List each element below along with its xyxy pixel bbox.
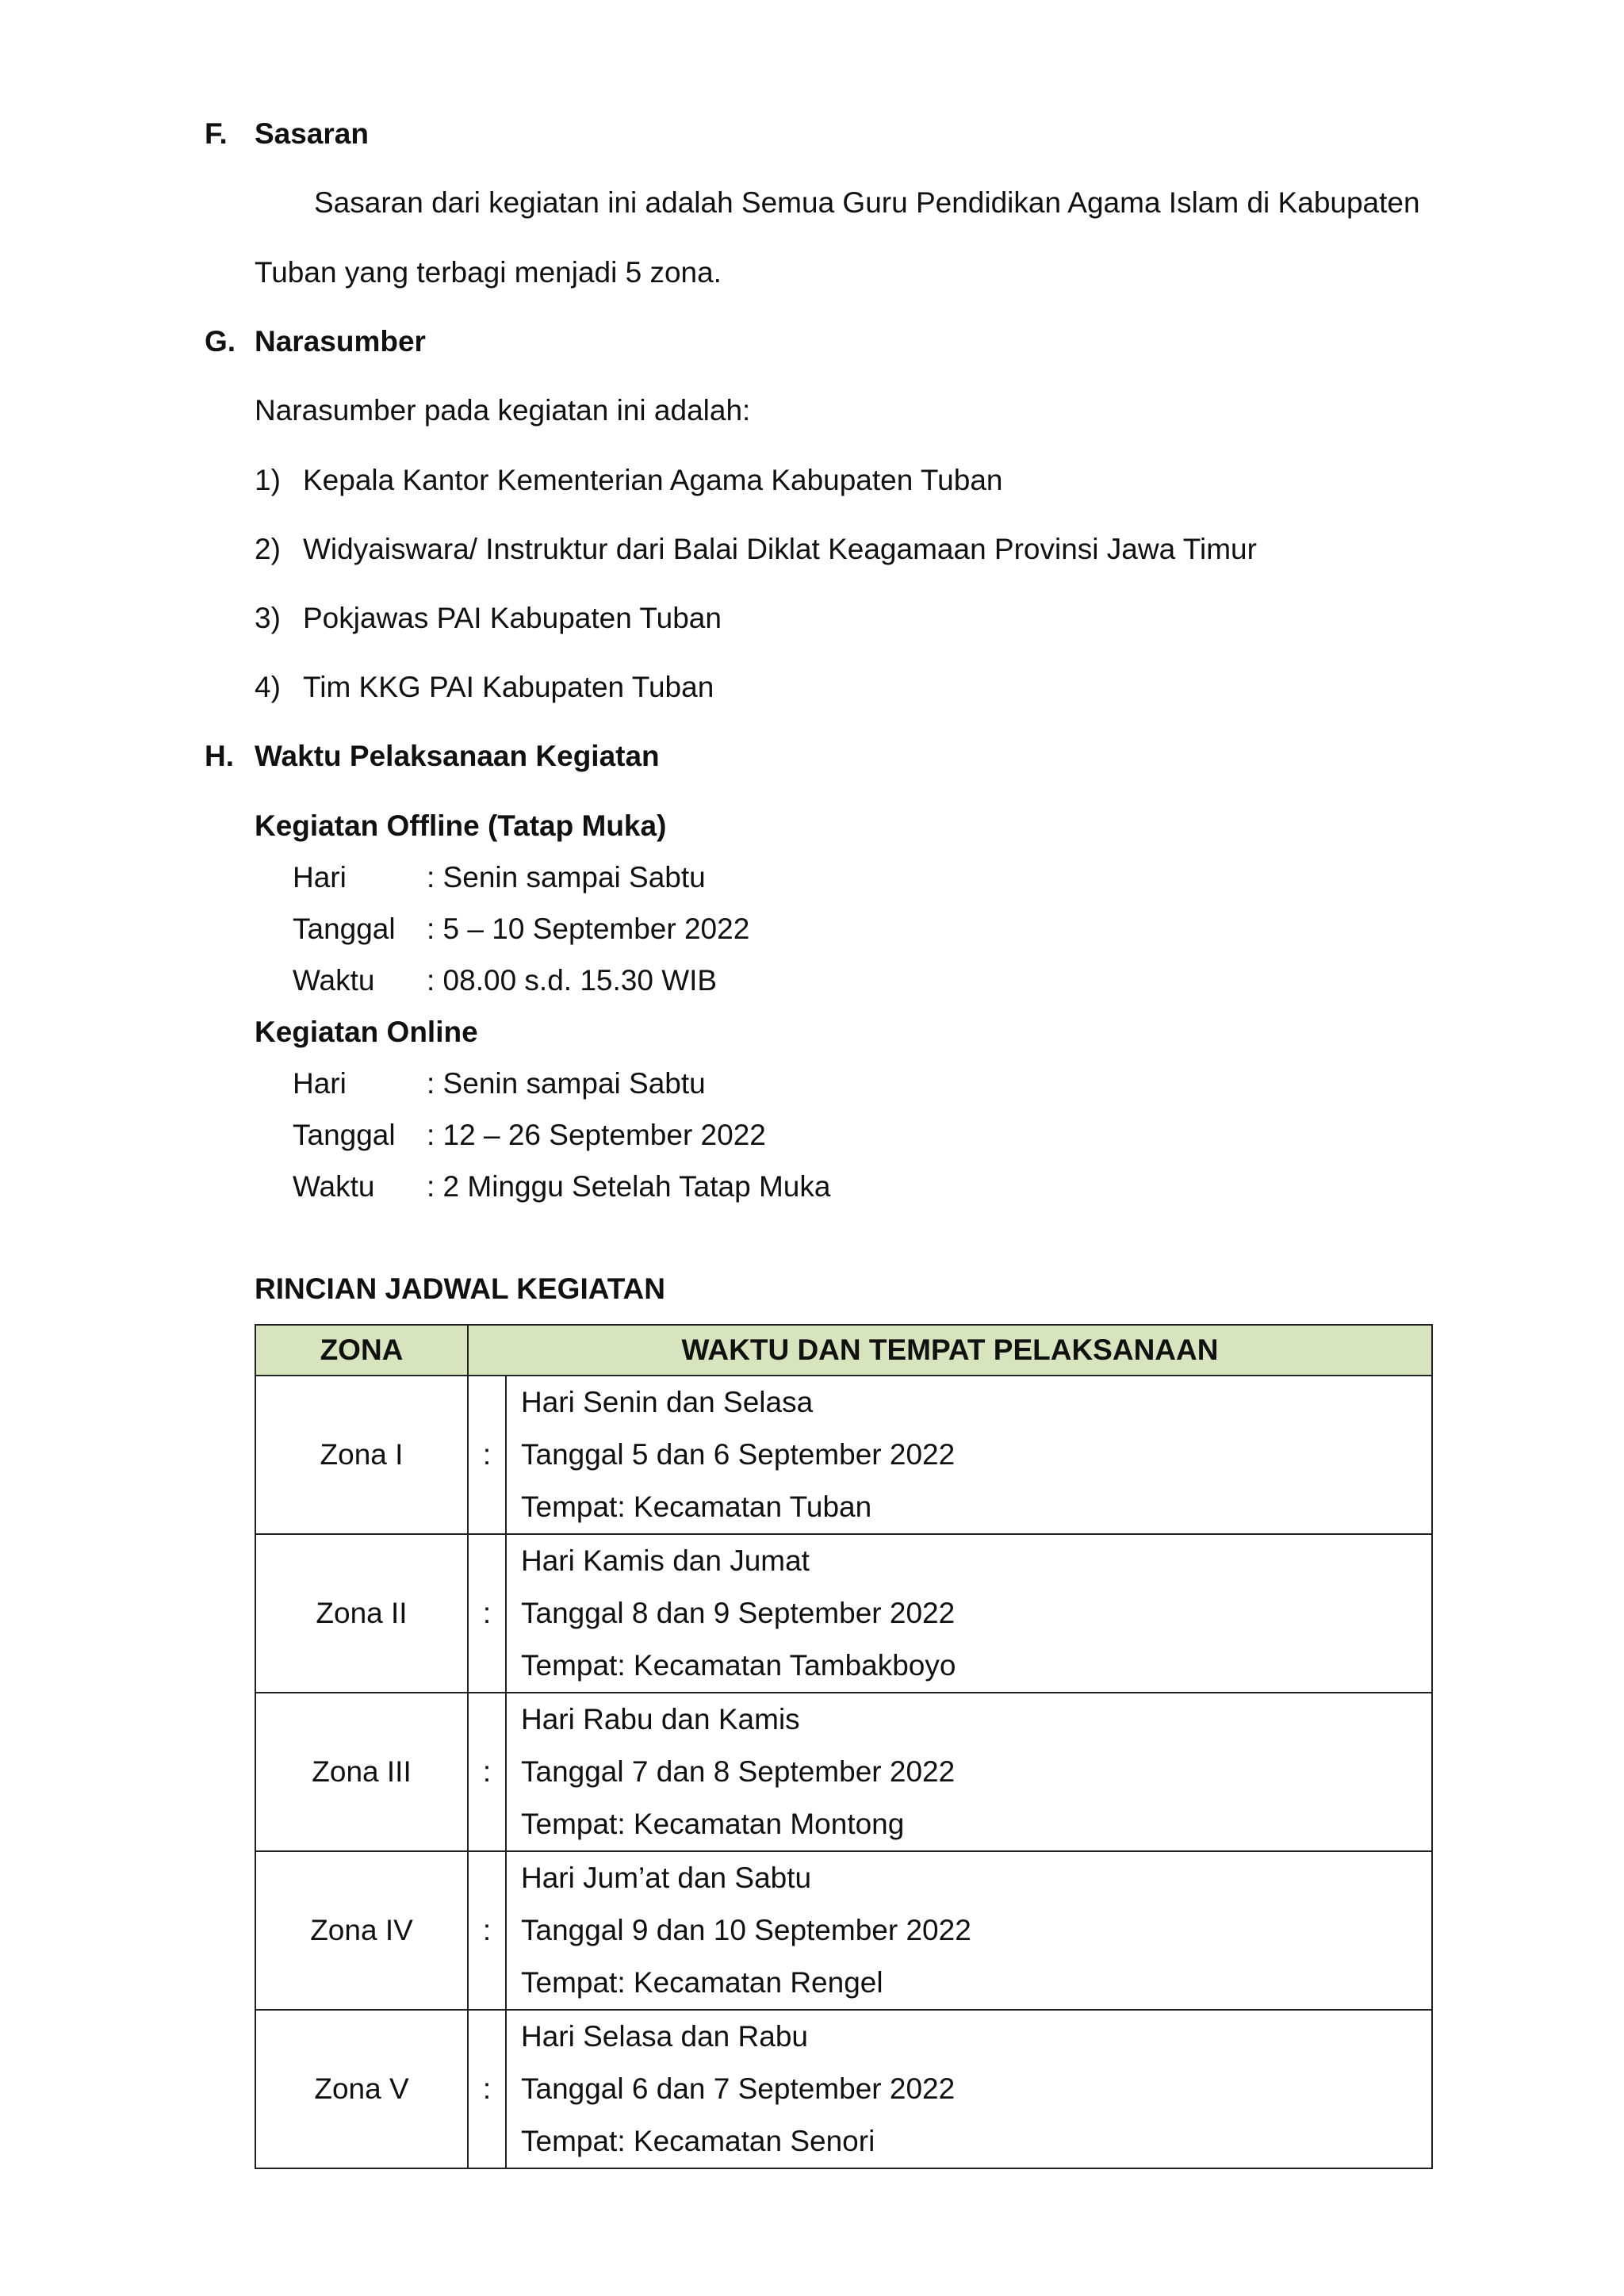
table-row	[255, 1376, 1432, 1534]
offline-title: Kegiatan Offline (Tatap Muka)	[255, 809, 667, 842]
tanggal-text: Tanggal 6 dan 7 September 2022	[521, 2072, 956, 2105]
section-f-paragraph-line1: Sasaran dari kegiatan ini adalah Semua Guru Pendidikan Agama Islam di Kabupaten	[314, 186, 1420, 219]
narasumber-item-number: 4)	[255, 671, 281, 703]
header-waktu-tempat: WAKTU DAN TEMPAT PELAKSANAAN	[468, 1325, 1432, 1376]
zona-cell: Zona III	[255, 1693, 468, 1851]
separator-cell: :	[468, 1534, 506, 1693]
narasumber-item-text: Widyaiswara/ Instruktur dari Balai Diklat Keagamaan Provinsi Jawa Timur	[303, 533, 1257, 565]
detail-cell	[506, 1693, 1432, 1851]
separator-cell: :	[468, 1851, 506, 2010]
tempat-text: Tempat: Kecamatan Senori	[521, 2125, 875, 2157]
detail-cell	[506, 1851, 1432, 2010]
schedule-table	[255, 1324, 1433, 2169]
zona-cell: Zona II	[255, 1534, 468, 1693]
narasumber-item-number: 2)	[255, 533, 281, 565]
hari-text: Hari Senin dan Selasa	[521, 1386, 814, 1418]
hari-text: Hari Kamis dan Jumat	[521, 1544, 810, 1577]
section-g-title: Narasumber	[255, 325, 426, 358]
online-waktu-value: : 2 Minggu Setelah Tatap Muka	[427, 1170, 831, 1203]
tanggal-text: Tanggal 7 dan 8 September 2022	[521, 1755, 956, 1788]
tanggal-text: Tanggal 5 dan 6 September 2022	[521, 1438, 956, 1471]
offline-tanggal-value: : 5 – 10 September 2022	[427, 913, 750, 945]
table-row	[255, 1693, 1432, 1851]
narasumber-item-text: Tim KKG PAI Kabupaten Tuban	[303, 671, 714, 703]
separator-cell: :	[468, 2010, 506, 2168]
offline-tanggal-label: Tanggal	[293, 913, 396, 945]
tempat-text: Tempat: Kecamatan Rengel	[521, 1966, 883, 1999]
tempat-text: Tempat: Kecamatan Montong	[521, 1808, 905, 1840]
narasumber-item-text: Pokjawas PAI Kabupaten Tuban	[303, 602, 722, 634]
detail-cell	[506, 1534, 1432, 1693]
schedule-header-row	[255, 1325, 1432, 1376]
section-h-letter: H.	[205, 740, 234, 772]
detail-cell	[506, 2010, 1432, 2168]
section-g-intro: Narasumber pada kegiatan ini adalah:	[255, 394, 751, 427]
hari-text: Hari Jum’at dan Sabtu	[521, 1862, 812, 1894]
section-f-title: Sasaran	[255, 117, 369, 150]
tanggal-text: Tanggal 9 dan 10 September 2022	[521, 1914, 971, 1946]
zona-cell: Zona IV	[255, 1851, 468, 2010]
narasumber-item-number: 3)	[255, 602, 281, 634]
narasumber-item-number: 1)	[255, 464, 281, 496]
tanggal-text: Tanggal 8 dan 9 September 2022	[521, 1597, 956, 1629]
online-hari-value: : Senin sampai Sabtu	[427, 1067, 706, 1100]
online-tanggal-label: Tanggal	[293, 1119, 396, 1151]
section-g-letter: G.	[205, 325, 236, 358]
table-row	[255, 1534, 1432, 1693]
detail-cell	[506, 1376, 1432, 1534]
online-hari-label: Hari	[293, 1067, 347, 1100]
section-h-title: Waktu Pelaksanaan Kegiatan	[255, 740, 660, 772]
section-f-paragraph-line2: Tuban yang terbagi menjadi 5 zona.	[255, 256, 722, 289]
table-row	[255, 1851, 1432, 2010]
offline-waktu-label: Waktu	[293, 964, 375, 997]
hari-text: Hari Selasa dan Rabu	[521, 2020, 808, 2053]
separator-cell: :	[468, 1693, 506, 1851]
online-waktu-label: Waktu	[293, 1170, 375, 1203]
offline-waktu-value: : 08.00 s.d. 15.30 WIB	[427, 964, 718, 997]
offline-hari-value: : Senin sampai Sabtu	[427, 861, 706, 894]
zona-cell: Zona V	[255, 2010, 468, 2168]
section-f-letter: F.	[205, 117, 228, 150]
online-title: Kegiatan Online	[255, 1016, 478, 1048]
offline-hari-label: Hari	[293, 861, 347, 894]
zona-cell: Zona I	[255, 1376, 468, 1534]
online-tanggal-value: : 12 – 26 September 2022	[427, 1119, 766, 1151]
tempat-text: Tempat: Kecamatan Tuban	[521, 1490, 872, 1523]
tempat-text: Tempat: Kecamatan Tambakboyo	[521, 1649, 956, 1682]
schedule-title: RINCIAN JADWAL KEGIATAN	[255, 1272, 665, 1305]
table-row	[255, 2010, 1432, 2168]
narasumber-item-text: Kepala Kantor Kementerian Agama Kabupaten Tuban	[303, 464, 1003, 496]
separator-cell: :	[468, 1376, 506, 1534]
header-zona: ZONA	[255, 1325, 468, 1376]
hari-text: Hari Rabu dan Kamis	[521, 1703, 800, 1735]
